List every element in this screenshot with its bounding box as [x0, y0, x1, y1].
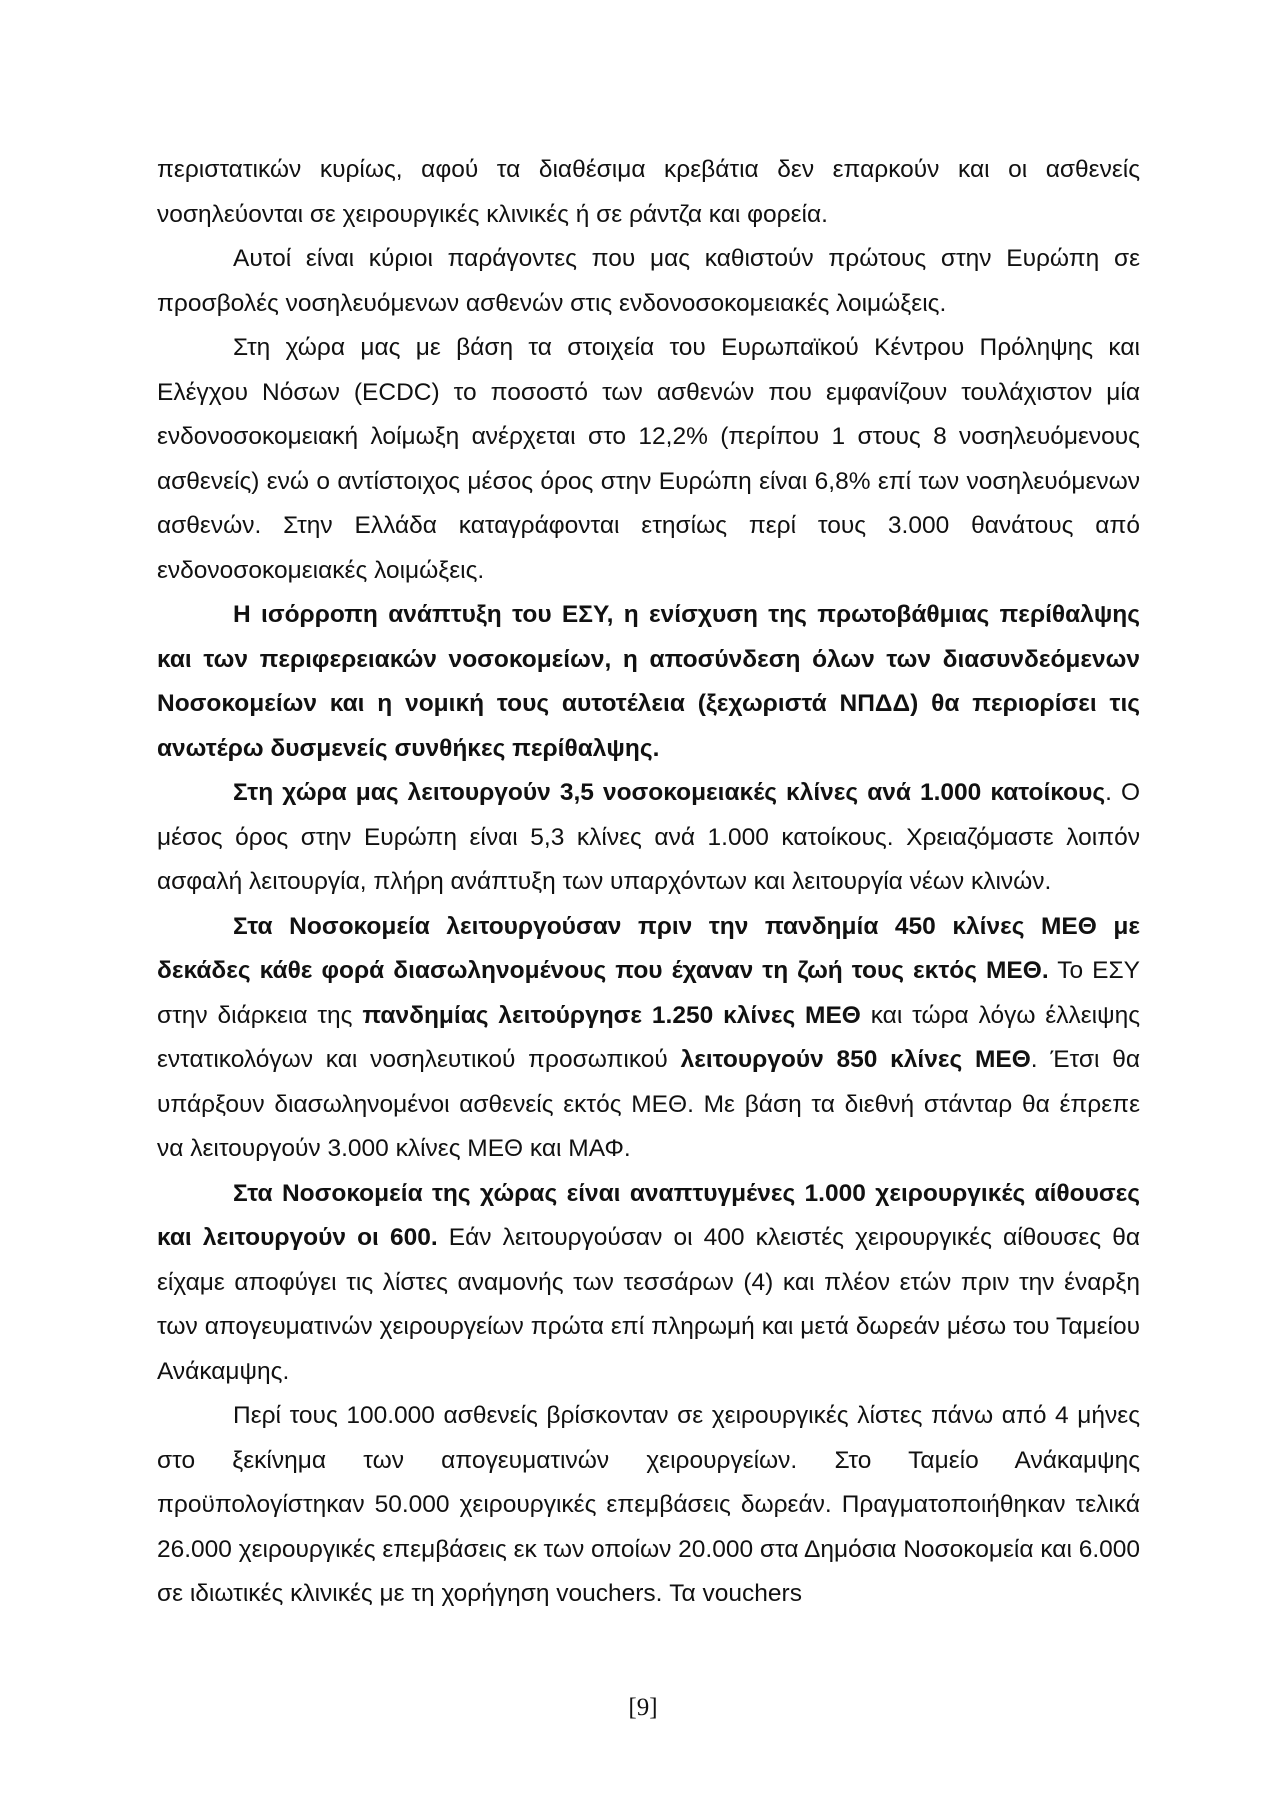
text-run: Εάν λειτουργούσαν οι 400 κλειστές χειρουργικές αίθουσες θα είχαμε αποφύγει τις λίστες αναμονής των τεσσάρων (4) και πλέον ετών πριν την έναρξη των απογευματινών χειρουργείων πρώτα επί πληρωμή και μετά δωρεάν μέσω του Ταμείου Ανάκαμψης. — [157, 1224, 1140, 1385]
text-run: . Έτσι θα υπάρξουν διασωληνομένοι ασθενείς εκτός ΜΕΘ. Με βάση τα διεθνή στάνταρ θα έπρεπε να λειτουργούν 3.000 κλίνες ΜΕΘ και ΜΑΦ. — [157, 1046, 1140, 1162]
paragraph-hospital-beds — [157, 771, 1140, 905]
text-run-bold: Στα Νοσοκομεία της χώρας είναι αναπτυγμένες 1.000 χειρουργικές αίθουσες και λειτουργούν οι 600. — [157, 1179, 1140, 1251]
text-run-bold: Στη χώρα μας λειτουργούν 3,5 νοσοκομειακές κλίνες ανά 1.000 κατοίκους — [233, 779, 1106, 806]
paragraph-continuation — [157, 148, 1140, 237]
text-run-bold: πανδημίας λειτούργησε 1.250 κλίνες ΜΕΘ — [362, 1001, 861, 1029]
text-run-bold: Η ισόρροπη ανάπτυξη του ΕΣΥ, η ενίσχυση της πρωτοβάθμιας περίθαλψης και των περιφερειακών νοσοκομείων, η αποσύνδεση όλων των διασυνδεόμενων Νοσοκομείων και η νομική τους αυτοτέλεια (ξεχωριστά ΝΠΔΔ) θα περιορίσει τις ανωτέρω δυσμενείς συνθήκες περίθαλψης. — [157, 601, 1140, 762]
paragraph-balanced-development — [157, 593, 1140, 771]
text-run: Στη χώρα μας με βάση τα στοιχεία του Ευρωπαϊκού Κέντρου Πρόληψης και Ελέγχου Νόσων (ECDC) το ποσοστό των ασθενών που εμφανίζουν τουλάχιστον μία ενδονοσοκομειακή λοίμωξη ανέρχεται στο 12,2% (περίπου 1 στους 8 νοσηλευόμενους ασθενείς) ενώ ο αντίστοιχος μέσος όρος στην Ευρώπη είναι 6,8% επί των νοσηλευόμενων ασθενών. Στην Ελλάδα καταγράφονται ετησίως περί τους 3.000 θανάτους από ενδονοσοκομειακές λοιμώξεις. — [157, 334, 1140, 584]
text-run-bold: λειτουργούν 850 κλίνες ΜΕΘ — [680, 1046, 1031, 1073]
text-run: Το ΕΣΥ στην διάρκεια της — [157, 957, 1140, 1029]
text-run: και τώρα λόγω έλλειψης εντατικολόγων και νοσηλευτικού προσωπικού — [157, 1001, 1140, 1073]
text-run: . Ο μέσος όρος στην Ευρώπη είναι 5,3 κλίνες ανά 1.000 κατοίκους. Χρειαζόμαστε λοιπόν ασφαλή λειτουργία, πλήρη ανάπτυξη των υπαρχόντων και λειτουργία νέων κλινών. — [157, 779, 1141, 895]
text-run-bold: Στα Νοσοκομεία λειτουργούσαν πριν την πανδημία 450 κλίνες ΜΕΘ με δεκάδες κάθε φορά διασωληνομένους που έχαναν τη ζωή τους εκτός ΜΕΘ. — [157, 912, 1140, 984]
paragraph-operating-rooms — [157, 1172, 1140, 1395]
text-run: περιστατικών κυρίως, αφού τα διαθέσιμα κρεβάτια δεν επαρκούν και οι ασθενείς νοσηλεύονται σε χειρουργικές κλινικές ή σε ράντζα και φορεία. — [157, 156, 1140, 228]
paragraph-surgical-waiting-lists — [157, 1394, 1140, 1617]
paragraph-key-factors — [157, 237, 1140, 326]
text-run: Αυτοί είναι κύριοι παράγοντες που μας καθιστούν πρώτους στην Ευρώπη σε προσβολές νοσηλευόμενων ασθενών στις ενδονοσοκομειακές λοιμώξεις. — [157, 245, 1140, 317]
page-number: [9] — [628, 1694, 658, 1721]
text-run: Περί τους 100.000 ασθενείς βρίσκονταν σε χειρουργικές λίστες πάνω από 4 μήνες στο ξεκίνημα των απογευματινών χειρουργείων. Στο Ταμείο Ανάκαμψης προϋπολογίστηκαν 50.000 χειρουργικές επεμβάσεις δωρεάν. Πραγματοποιήθηκαν τελικά 26.000 χειρουργικές επεμβάσεις εκ των οποίων 20.000 στα Δημόσια Νοσοκομεία και 6.000 σε ιδιωτικές κλινικές με τη χορήγηση vouchers. Τα vouchers — [157, 1402, 1141, 1607]
paragraph-icu-beds — [157, 905, 1140, 1172]
paragraph-ecdc-statistics — [157, 326, 1140, 593]
page-body — [157, 148, 1140, 1617]
